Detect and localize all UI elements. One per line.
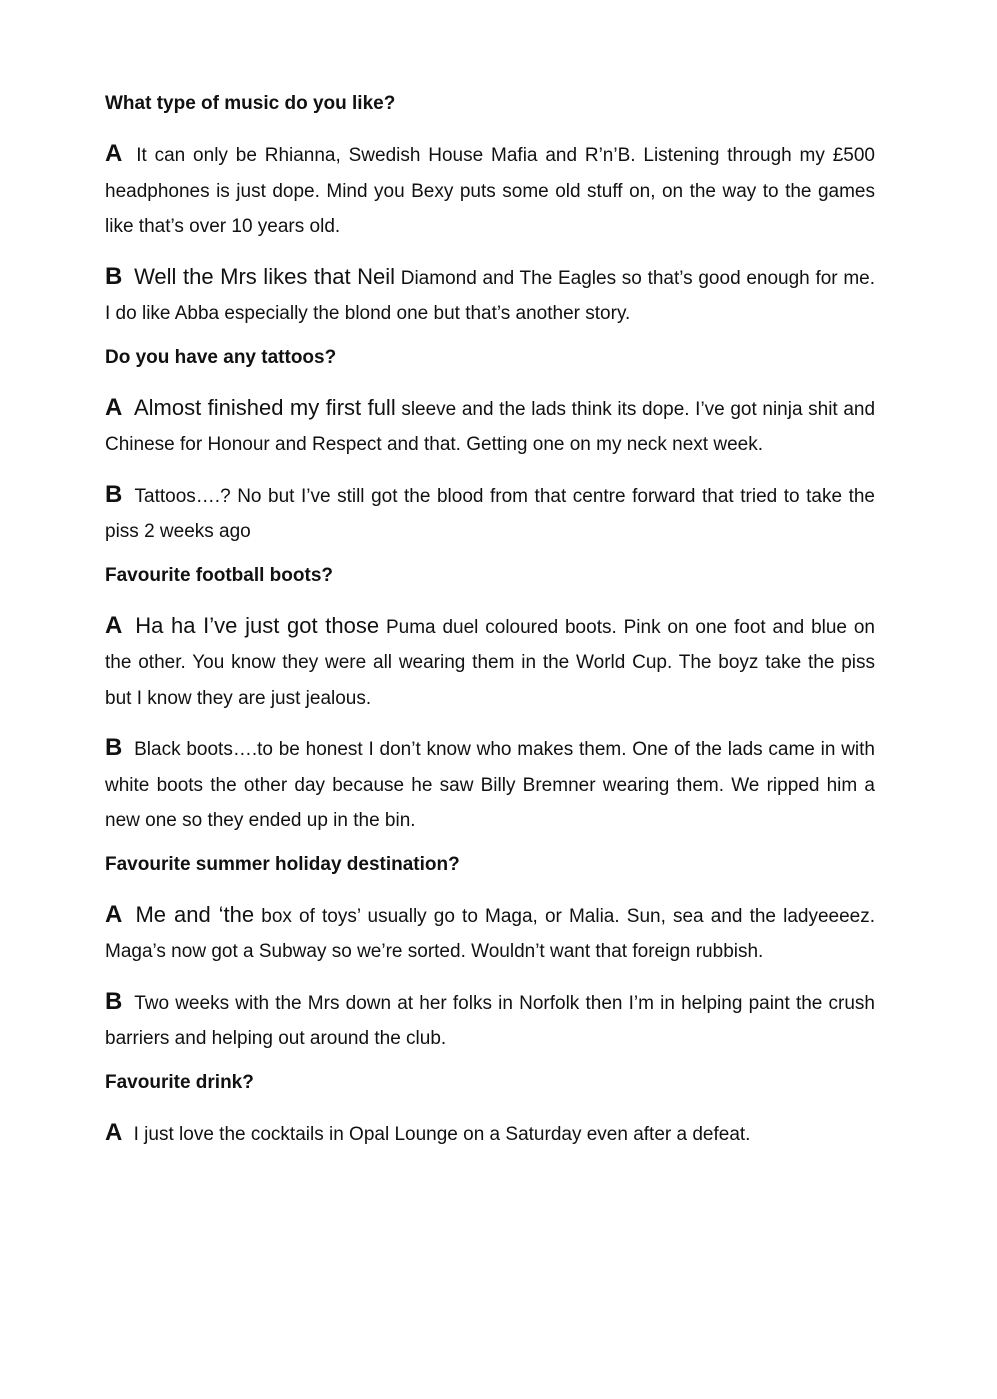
answer-text: box of toys’ usually go to Maga, or Malia. Sun, sea and the ladyeeeez. Maga’s now got a Subway so we’re sorted. Wouldn’t want that foreign rubbish.	[105, 905, 876, 962]
speaker-label: A	[105, 611, 123, 639]
answer-a-boots	[105, 608, 875, 717]
answer-a-drink	[105, 1115, 875, 1153]
answer-text: Two weeks with the Mrs down at her folks in Norfolk then I’m in helping paint the crush barriers and helping out around the club.	[105, 992, 875, 1049]
answer-text: I just love the cocktails in Opal Lounge on a Saturday even after a defeat.	[133, 1123, 751, 1145]
answer-text: Black boots….to be honest I don’t know who makes them. One of the lads came in with white boots the other day because he saw Billy Bremner wearing them. We ripped him a new one so they ended up in the bin.	[105, 739, 875, 831]
interview-body	[105, 92, 875, 1166]
answer-text: Tattoos….? No but I’ve still got the blood from that centre forward that tried to take the piss 2 weeks ago	[105, 485, 876, 542]
answer-lead-text: Almost finished my first full	[133, 394, 396, 420]
speaker-label: A	[105, 1118, 123, 1146]
answer-b-music	[105, 259, 875, 332]
speaker-label: A	[105, 393, 123, 421]
answer-a-music	[105, 136, 875, 245]
question-music: What type of music do you like?	[105, 93, 396, 114]
answer-b-holiday	[105, 984, 875, 1057]
answer-lead-text: Ha ha I’ve just got those	[135, 612, 380, 638]
answer-lead-text: Well the Mrs likes that Neil	[134, 263, 396, 289]
question-holiday: Favourite summer holiday destination?	[105, 853, 460, 875]
speaker-label: A	[105, 140, 123, 167]
question-boots: Favourite football boots?	[105, 564, 333, 586]
speaker-label: B	[105, 480, 123, 508]
answer-b-boots	[105, 730, 875, 839]
answer-a-tattoos	[105, 390, 875, 463]
speaker-label: B	[105, 987, 123, 1015]
speaker-label: A	[105, 900, 123, 928]
answer-a-holiday	[105, 897, 875, 970]
answer-text: Diamond and The Eagles so that’s good enough for me. I do like Abba especially the blond one but that’s another story.	[105, 267, 876, 324]
answer-lead-text: Me and ‘the	[135, 901, 255, 927]
answer-text: It can only be Rhianna, Swedish House Mafia and R’n’B. Listening through my £500 headphones is just dope. Mind you Bexy puts some old stuff on, on the way to the games like that’s over 10 years old.	[105, 145, 875, 237]
answer-text: sleeve and the lads think its dope. I’ve got ninja shit and Chinese for Honour and Respect and that. Getting one on my neck next week.	[105, 398, 876, 455]
question-tattoos: Do you have any tattoos?	[105, 346, 337, 368]
speaker-label: B	[105, 734, 123, 761]
answer-text: Puma duel coloured boots. Pink on one foot and blue on the other. You know they were all wearing them in the World Cup. The boyz take the piss but I know they are just jealous.	[105, 616, 875, 709]
answer-b-tattoos	[105, 477, 875, 550]
speaker-label: B	[105, 262, 123, 290]
question-drink: Favourite drink?	[105, 1071, 254, 1093]
